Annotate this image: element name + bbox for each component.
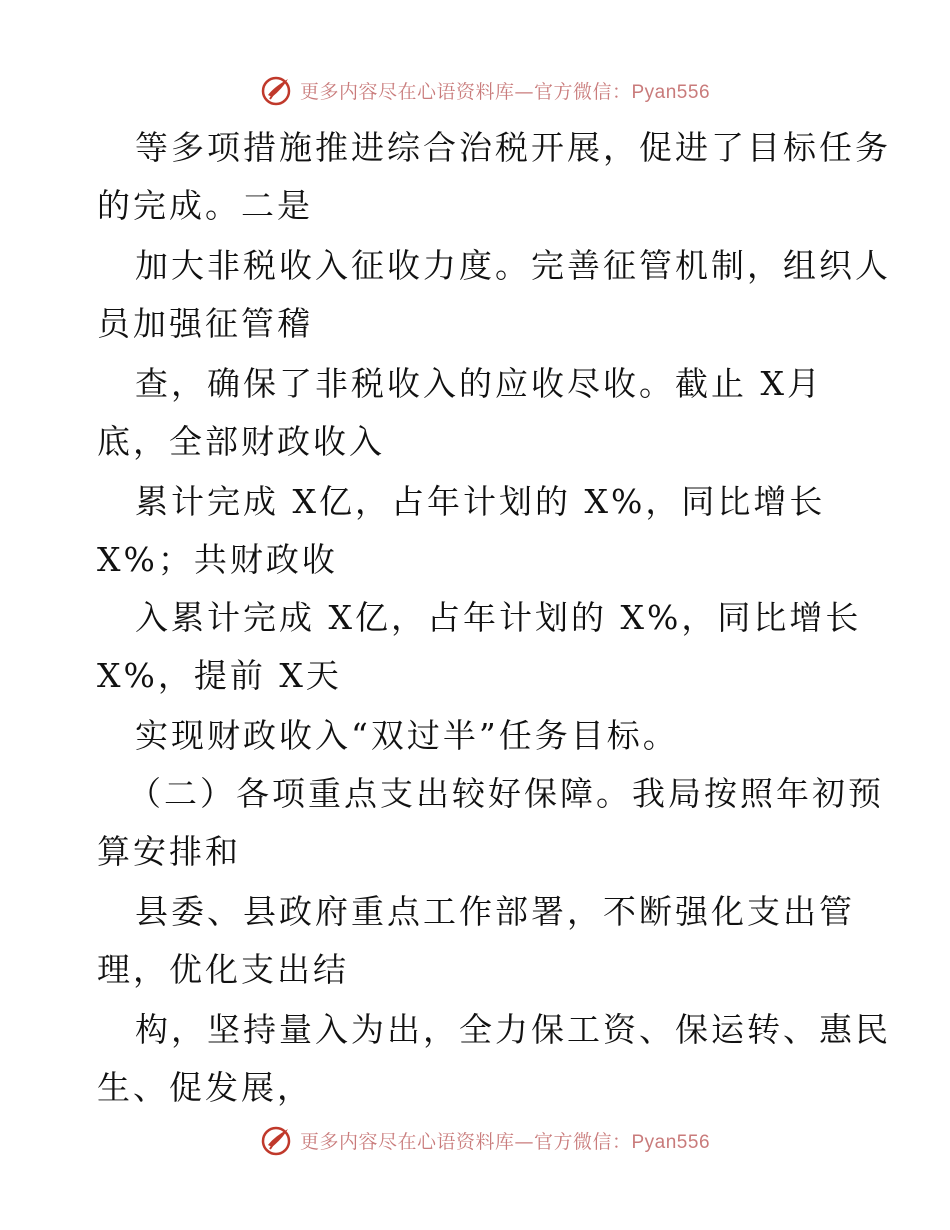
body-line: 县委、县政府重点工作部署，不断强化支出管 [135,892,855,931]
body-line: 查，确保了非税收入的应收尽收。截止 X月 [135,364,823,403]
body-line: 累计完成 X亿，占年计划的 X%，同比增长 [135,482,826,521]
body-line: 构，坚持量入为出，全力保工资、保运转、惠民 [135,1010,891,1049]
body-line: 等多项措施推进综合治税开展，促进了目标任务 [135,128,891,167]
footer-banner-text: 更多内容尽在心语资料库—官方微信：Pyan556 [299,1130,711,1153]
feather-pen-logo-icon [260,1123,294,1157]
body-line: （二）各项重点支出较好保障。我局按照年初预 [128,774,884,813]
header-wechat-id: Pyan556 [631,81,711,103]
body-line: 生、促发展， [97,1068,313,1107]
footer-wechat-id: Pyan556 [631,1131,711,1153]
body-line: 员加强征管稽 [97,304,313,343]
body-line: 算安排和 [97,832,241,871]
body-line: 实现财政收入“双过半”任务目标。 [135,716,679,755]
body-line: 加大非税收入征收力度。完善征管机制，组织人 [135,246,891,285]
body-line: 底，全部财政收入 [97,422,385,461]
body-line: 入累计完成 X亿，占年计划的 X%，同比增长 [135,598,862,637]
footer-banner [0,1120,950,1160]
header-banner-text: 更多内容尽在心语资料库—官方微信：Pyan556 [299,80,711,103]
feather-pen-logo-icon [260,73,294,107]
body-line: X%，提前 X天 [97,656,342,695]
body-line: 理，优化支出结 [97,950,349,989]
header-banner [0,70,950,110]
body-line: 的完成。二是 [97,186,313,225]
body-line: X%；共财政收 [97,540,338,579]
